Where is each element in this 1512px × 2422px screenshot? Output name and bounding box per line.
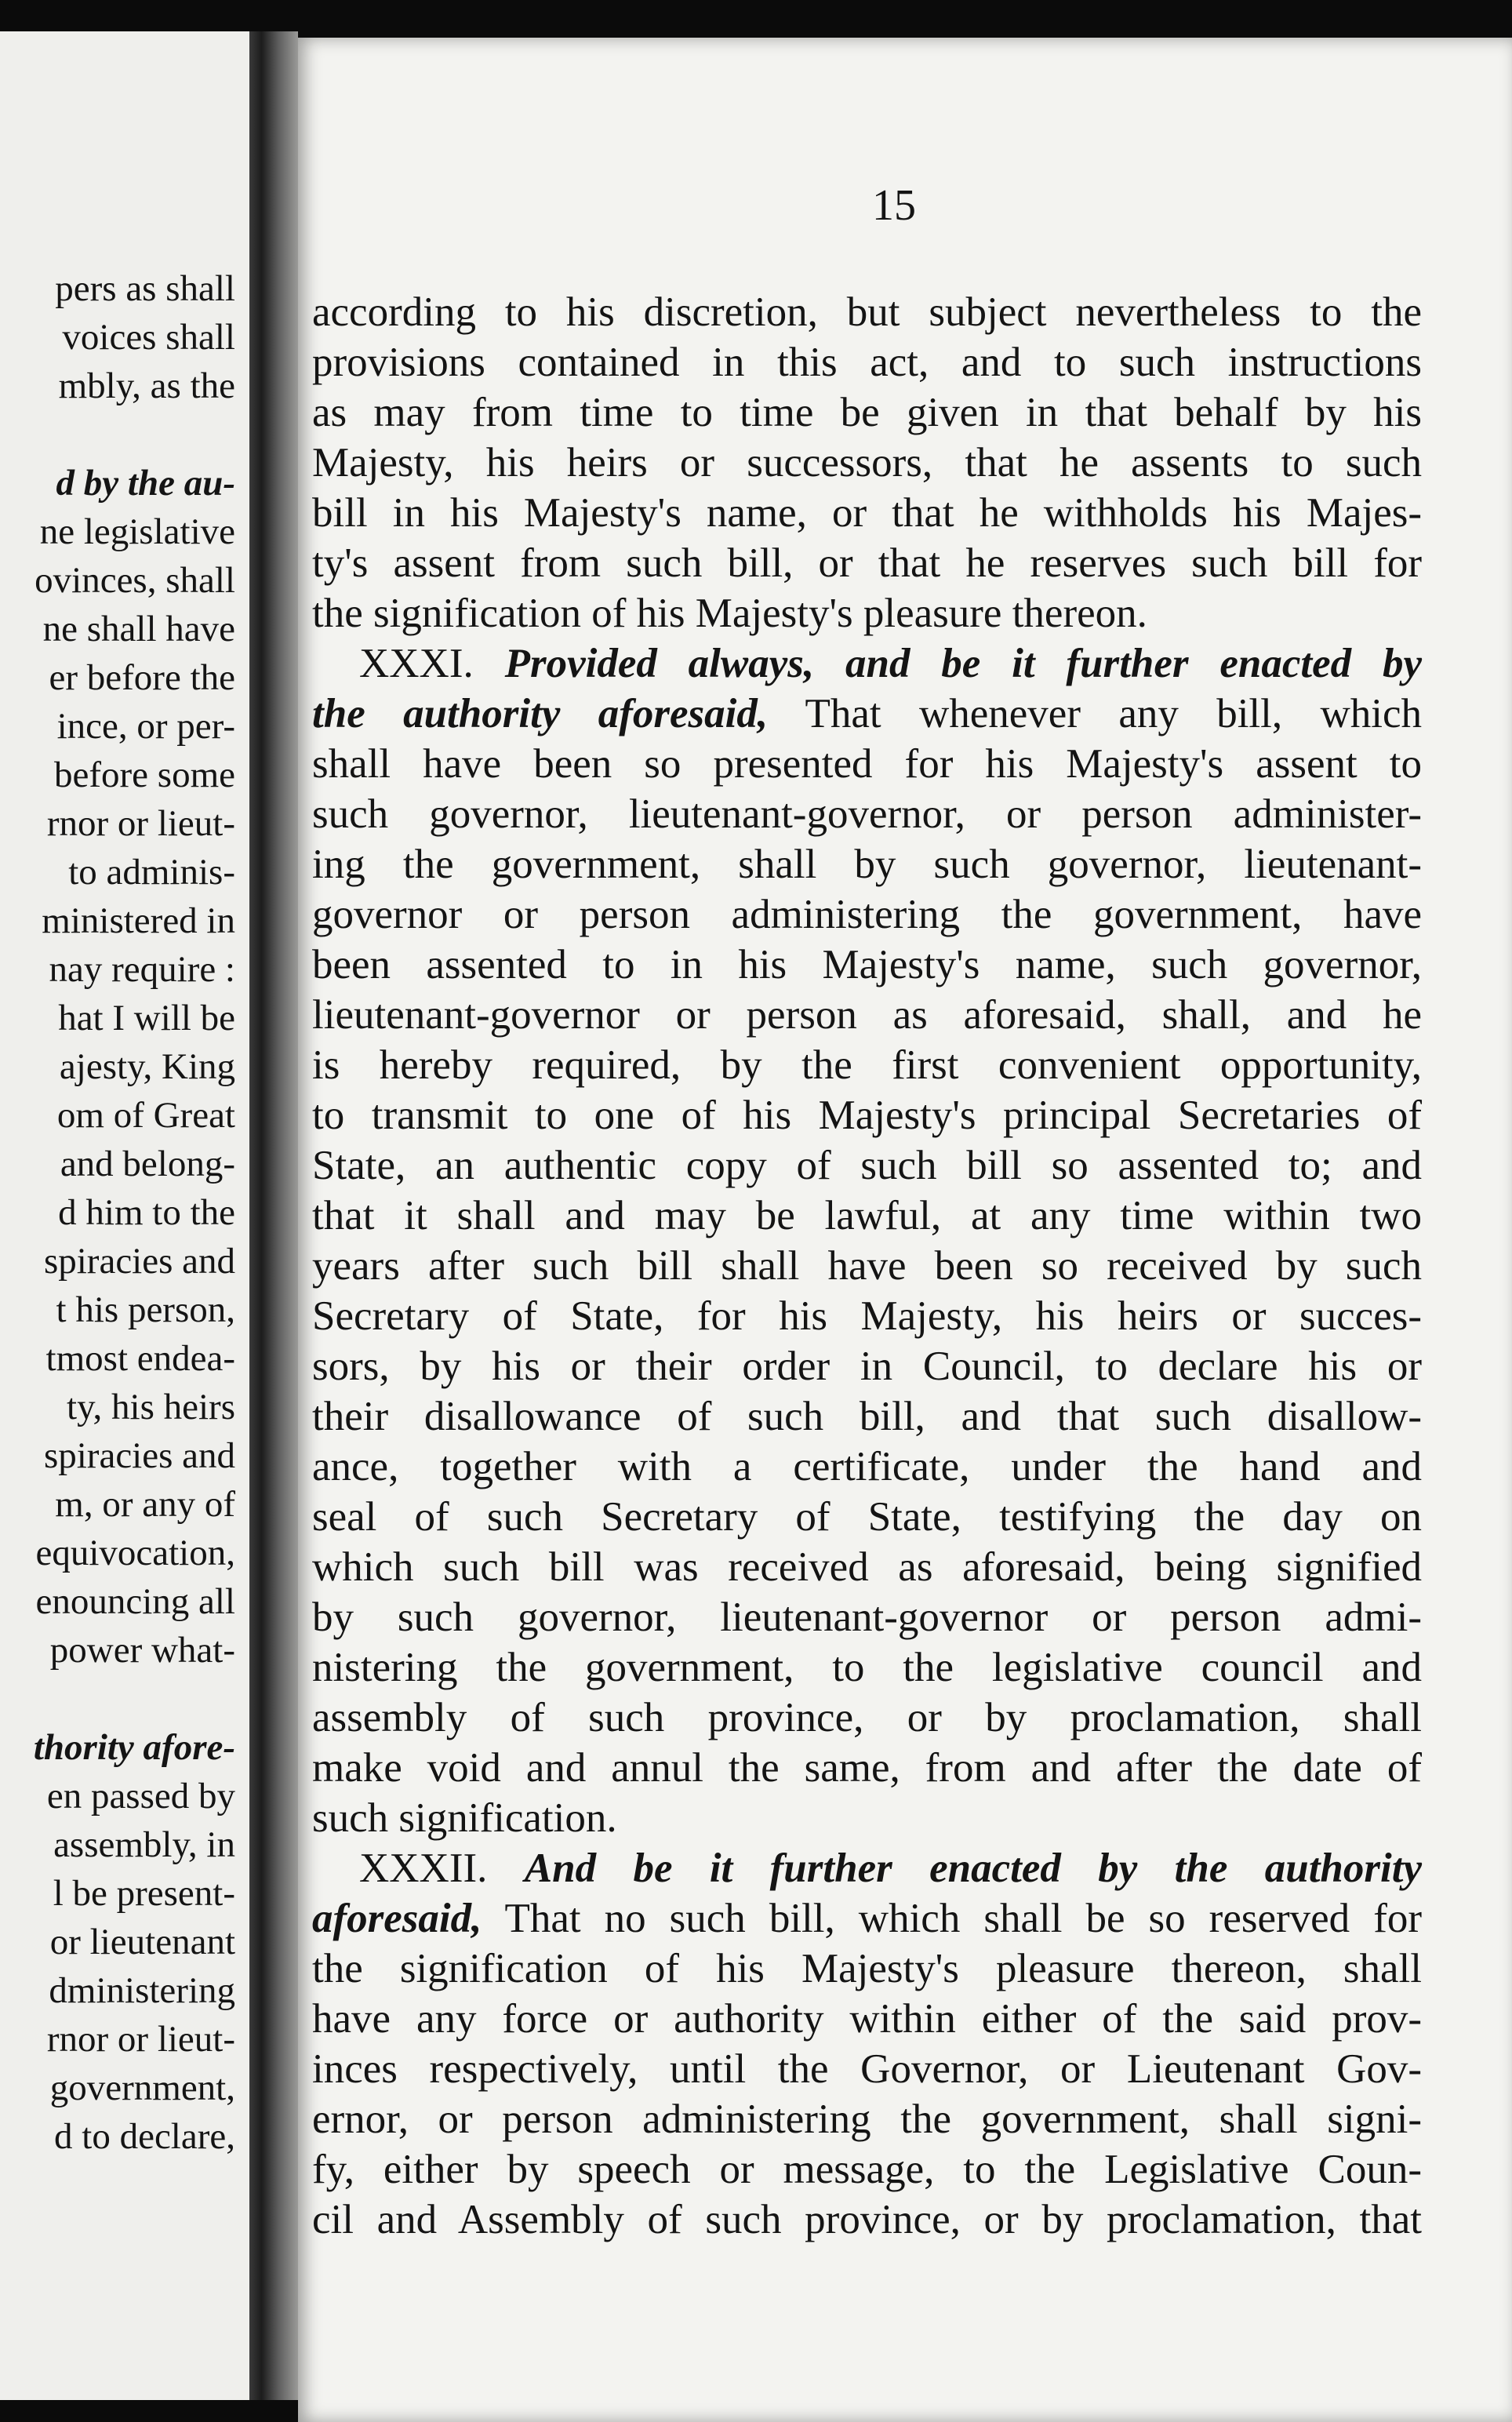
facing-page-line: before some	[54, 755, 235, 795]
text-line: is hereby required, by the first convenient opportunity,	[312, 1042, 1422, 1088]
text-line: to transmit to one of his Majesty's principal Secretaries of	[312, 1093, 1422, 1138]
text-line: provisions contained in this act, and to such instructions	[312, 340, 1422, 385]
facing-page-line: dministering	[49, 1970, 235, 2011]
section-text: That no such bill, which shall be so reserved for	[504, 1896, 1422, 1941]
text-line: their disallowance of such bill, and that such disallow-	[312, 1394, 1422, 1439]
book-page	[298, 38, 1512, 2422]
facing-page-line: or lieutenant	[49, 1922, 235, 1962]
section-number: XXXI.	[359, 641, 474, 686]
facing-page-line: voices shall	[62, 317, 235, 358]
facing-page-line: m, or any of	[55, 1484, 235, 1525]
facing-page-line: mbly, as the	[58, 365, 235, 406]
text-line: have any force or authority within either of the said prov-	[312, 1996, 1422, 2042]
text-line: lieutenant-governor or person as aforesaid, shall, and he	[312, 992, 1422, 1038]
text-line: which such bill was received as aforesaid, being signified	[312, 1544, 1422, 1590]
text-line: sors, by his or their order in Council, to declare his or	[312, 1344, 1422, 1389]
text-line: according to his discretion, but subject nevertheless to the	[312, 289, 1422, 335]
text-line	[312, 689, 1422, 739]
facing-page-line: ince, or per-	[56, 706, 235, 747]
text-line: as may from time to time be given in that behalf by his	[312, 390, 1422, 435]
text-line: the signification of his Majesty's pleasure thereon, shall	[312, 1946, 1422, 1991]
section-number: XXXII.	[359, 1846, 488, 1891]
page-number: 15	[872, 181, 916, 230]
facing-page-line: nay require :	[49, 949, 235, 990]
text-line: make void and annul the same, from and after the date of	[312, 1745, 1422, 1791]
section-heading-xxxii	[312, 1843, 1422, 1893]
facing-page-line: om of Great	[56, 1095, 235, 1136]
facing-page-line: ne shall have	[42, 609, 235, 649]
text-line: that it shall and may be lawful, at any time within two	[312, 1193, 1422, 1238]
facing-page-line: d him to the	[58, 1192, 235, 1233]
enacting-clause: aforesaid,	[312, 1896, 482, 1941]
enacting-clause: Provided always, and be it further enacted by	[504, 641, 1422, 686]
facing-page-line: thority afore-	[33, 1727, 235, 1768]
facing-page-line: to adminis-	[68, 852, 235, 893]
text-line: assembly of such province, or by proclamation, shall	[312, 1695, 1422, 1740]
text-line: inces respectively, until the Governor, or Lieutenant Gov-	[312, 2046, 1422, 2092]
text-line: Majesty, his heirs or successors, that he assents to such	[312, 440, 1422, 485]
facing-page-line: rnor or lieut-	[46, 2019, 235, 2060]
text-line: years after such bill shall have been so received by such	[312, 1243, 1422, 1289]
text-line: seal of such Secretary of State, testifying the day on	[312, 1494, 1422, 1540]
facing-page-line: t his person,	[56, 1289, 235, 1330]
facing-page-line: rnor or lieut-	[46, 803, 235, 844]
facing-page-line: l be present-	[53, 1873, 235, 1914]
text-line: governor or person administering the government, have	[312, 892, 1422, 937]
facing-page-line: and belong-	[60, 1144, 235, 1184]
facing-page-line: d by the au-	[56, 463, 235, 504]
text-line: cil and Assembly of such province, or by proclamation, that	[312, 2197, 1422, 2242]
text-line	[312, 1893, 1422, 1944]
facing-page-line: assembly, in	[53, 1824, 235, 1865]
enacting-clause: And be it further enacted by the authority	[524, 1846, 1423, 1891]
text-line: ty's assent from such bill, or that he reserves such bill for	[312, 540, 1422, 586]
section-text: That whenever any bill, which	[805, 691, 1423, 736]
text-line: bill in his Majesty's name, or that he withholds his Majes-	[312, 490, 1422, 536]
text-line: nistering the government, to the legislative council and	[312, 1645, 1422, 1690]
facing-page-line: en passed by	[46, 1776, 235, 1816]
facing-page-line: government,	[49, 2067, 235, 2108]
facing-page-line: ty, his heirs	[67, 1387, 235, 1427]
facing-page-line: equivocation,	[35, 1533, 235, 1573]
facing-page-line: spiracies and	[43, 1241, 235, 1282]
facing-page-line: ministered in	[42, 900, 235, 941]
text-line: such signification.	[312, 1795, 617, 1841]
facing-page-line: ovinces, shall	[35, 560, 235, 601]
enacting-clause: the authority aforesaid,	[312, 691, 769, 736]
text-line: the signification of his Majesty's pleasure thereon.	[312, 591, 1147, 636]
facing-page-line: tmost endea-	[45, 1338, 235, 1379]
facing-page-fragment	[0, 31, 249, 2400]
facing-page-line: hat I will be	[58, 998, 235, 1038]
facing-page-line: spiracies and	[43, 1435, 235, 1476]
text-line: Secretary of State, for his Majesty, his heirs or succes-	[312, 1293, 1422, 1339]
text-line: such governor, lieutenant-governor, or person administer-	[312, 791, 1422, 837]
text-line: ance, together with a certificate, under the hand and	[312, 1444, 1422, 1489]
text-line: ernor, or person administering the government, shall signi-	[312, 2097, 1422, 2142]
facing-page-line: ajesty, King	[59, 1046, 235, 1087]
text-line: been assented to in his Majesty's name, such governor,	[312, 942, 1422, 987]
text-line: shall have been so presented for his Majesty's assent to	[312, 741, 1422, 787]
text-line: by such governor, lieutenant-governor or person admi-	[312, 1595, 1422, 1640]
facing-page-line: pers as shall	[55, 268, 235, 309]
facing-page-line: er before the	[49, 657, 235, 698]
book-gutter	[249, 31, 298, 2400]
facing-page-line: d to declare,	[54, 2116, 235, 2157]
facing-page-line: ne legislative	[39, 511, 235, 552]
text-line: fy, either by speech or message, to the Legislative Coun-	[312, 2147, 1422, 2192]
facing-page-line: enouncing all	[35, 1581, 235, 1622]
section-heading-xxxi	[312, 638, 1422, 689]
text-line: State, an authentic copy of such bill so assented to; and	[312, 1143, 1422, 1188]
text-line: ing the government, shall by such governor, lieutenant-	[312, 842, 1422, 887]
facing-page-line: power what-	[49, 1630, 235, 1671]
